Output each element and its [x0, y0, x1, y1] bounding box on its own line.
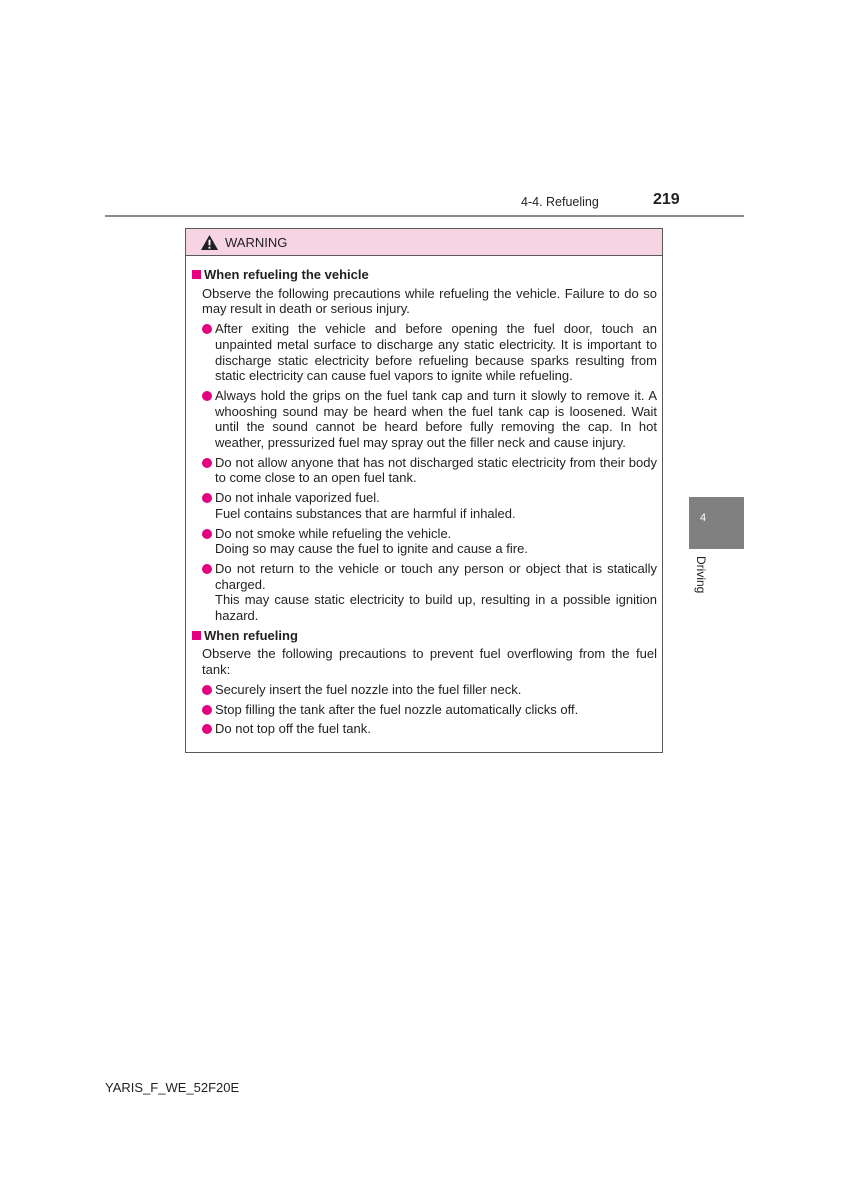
warning-section-title: [190, 267, 657, 283]
precaution-text: Do not return to the vehicle or touch any person or object that is statically charged. This may cause static electricity to build up, resulting in a possible ignition hazard.: [215, 560, 657, 624]
precaution-item: [190, 455, 657, 486]
round-bullet-icon: [202, 529, 212, 539]
precaution-text: Do not top off the fuel tank.: [215, 721, 371, 737]
warning-label: WARNING: [225, 234, 288, 250]
header-divider: [105, 215, 744, 217]
precaution-item: [190, 702, 657, 718]
square-bullet-icon: [192, 270, 201, 279]
precaution-text: After exiting the vehicle and before opening the fuel door, touch an unpainted metal surface to discharge any static electricity. It is important to discharge static electricity before refueling because sparks resulting from static electricity can cause fuel vapors to ignite while refueling.: [215, 321, 657, 384]
document-code: YARIS_F_WE_52F20E: [105, 1080, 240, 1095]
precaution-text: Do not smoke while refueling the vehicle. Doing so may cause the fuel to ignite and cause a fire.: [215, 525, 528, 557]
round-bullet-icon: [202, 493, 212, 503]
square-bullet-icon: [192, 631, 201, 640]
precaution-text: Do not inhale vaporized fuel. Fuel contains substances that are harmful if inhaled.: [215, 490, 516, 521]
round-bullet-icon: [202, 458, 212, 468]
chapter-number: 4: [700, 512, 707, 524]
round-bullet-icon: [202, 705, 212, 715]
precaution-item: [190, 490, 657, 521]
section-intro: Observe the following precautions while refueling the vehicle. Failure to do so may result in death or serious injury.: [202, 285, 657, 317]
precaution-item: [190, 721, 657, 737]
round-bullet-icon: [202, 324, 212, 334]
precaution-item: [190, 526, 657, 557]
precaution-text: Do not allow anyone that has not discharged static electricity from their body to come close to an open fuel tank.: [215, 454, 657, 486]
warning-section-title: [190, 628, 657, 644]
precaution-list: [190, 682, 657, 737]
precaution-item: [190, 682, 657, 698]
precaution-text: Stop filling the tank after the fuel nozzle automatically clicks off.: [215, 701, 579, 717]
section-title-text: When refueling the vehicle: [204, 267, 369, 282]
section-title-text: When refueling: [204, 627, 298, 643]
round-bullet-icon: [202, 724, 212, 734]
warning-box: [185, 228, 663, 753]
round-bullet-icon: [202, 564, 212, 574]
section-intro: Observe the following precautions to prevent fuel overflowing from the fuel tank:: [202, 646, 657, 678]
precaution-list: [190, 321, 657, 624]
page-number: 219: [653, 191, 680, 208]
precaution-item: [190, 561, 657, 624]
precaution-text: Always hold the grips on the fuel tank cap and turn it slowly to remove it. A whooshing sound may be heard when the fuel tank cap is loosened. Wait until the sound cannot be heard before fully removing the cap. In hot weather, pressurized fuel may spray out the filler neck and cause injury.: [215, 387, 657, 451]
warning-header: [186, 229, 662, 256]
round-bullet-icon: [202, 685, 212, 695]
warning-body: [186, 256, 662, 737]
round-bullet-icon: [202, 391, 212, 401]
warning-triangle-icon: [200, 234, 219, 251]
precaution-item: [190, 388, 657, 451]
chapter-name: Driving: [694, 556, 708, 594]
running-header-section: 4-4. Refueling: [521, 195, 599, 209]
chapter-tab: [689, 497, 744, 549]
precaution-item: [190, 321, 657, 384]
precaution-text: Securely insert the fuel nozzle into the fuel filler neck.: [215, 681, 522, 697]
